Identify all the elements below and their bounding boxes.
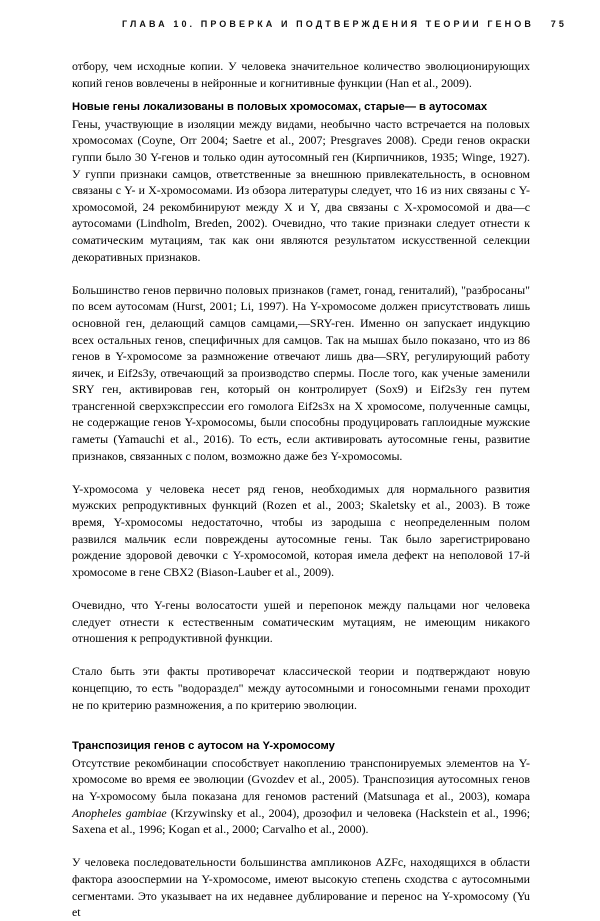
paragraph-conclusion: Стало быть эти факты противоречат классической теории и подтверждают новую концепцию, то есть "водораздел" между аутосомными и гоносомными генами проходит не по критерию размножения, а по критерию эволюции. xyxy=(72,664,530,712)
paragraph-human-y-chromosome: Y-хромосома у человека несет ряд генов, необходимых для нормального развития мужских репродуктивных функций (Rozen et al., 2003; Skaletsky et al., 2003). В тоже время, Y-хромосомы недостаточно, чтобы из зародыша с неопределенным полом развился мальчик если повреждены аутосомные гены. Так было зарегистрировано рождение здоровой девочки с Y-хромосомой, которая имела дефект на неполовой 17-й хромосоме в гене CBX2 (Biason-Lauber et al., 2009). xyxy=(72,481,530,579)
section-heading-sex-chromosomes: Новые гены локализованы в половых хромосомах, старые— в аутосомах xyxy=(72,101,488,114)
transposition-text-start: Отсутствие рекомбинации способствует накоплению транспонируемых элементов на Y-хромосоме во время ее эволюции (Gvozdev et al., 2005). Транспозиция аутосомных генов на Y-хромосому была показана для геномов растений (Matsunaga et al., 2003), комара xyxy=(72,755,530,803)
paragraph-azfc-amplicons: У человека последовательности большинства ампликонов AZFc, находящихся в области фактора азооспермии на Y-хромосоме, имеют высокую степень сходства с аутосомными сегментами. Это указывает на их недавнее дублирование и перенос на Y-хромосому (Yu et xyxy=(72,855,530,920)
paragraph-transposition xyxy=(72,755,530,838)
transposition-text-end: (Krzywinsky et al., 2004), дрозофил и человека (Hackstein et al., 1996; Saxena et al., 1996; Kogan et al., 2000; Carvalho et al., 2000). xyxy=(72,805,531,837)
page-number: 75 xyxy=(550,19,567,29)
paragraph-continued: отбору, чем исходные копии. У человека значительное количество эволюционирующих копий генов вовлечены в нейронные и когнитивные функции (Han et al., 2009). xyxy=(72,59,530,90)
paragraph-primary-sex-genes: Большинство генов первично половых признаков (гамет, гонад, гениталий), "разбросаны" по всем аутосомам (Hurst, 2001; Li, 1997). На Y-хромосоме должен присутствовать лишь основной ген, делающий самцов самцами,—SRY-ген. Именно он запускает индукцию всех остальных генов, специфичных для самцов. Так на мышах было показано, что из 86 генов в Y-хромосоме за размножение отвечают лишь два—SRY, регулирующий работу яичек, и Eif2s3y, отвечающий за производство спермы. После того, как ученые заменили SRY ген, активировав ген, который он контролирует (Sox9) и Eif2s3y ген путем трансгенной сверхэкспрессии его гомолога Eif2s3x на X хромосоме, полученные самцы, не содержащие генов Y-хромосомы, были способны продуцировать гаплоидные мужские гаметы (Yamauchi et al., 2016). То есть, если активировать аутосомные гены, развитие признаков, связанных с полом, возможно даже без Y-хромосомы. xyxy=(72,282,530,463)
species-name: Anopheles gambiae xyxy=(72,805,167,820)
paragraph-somatic-mutations: Очевидно, что Y-гены волосатости ушей и перепонок между пальцами ног человека следует отнести к естественным соматическим мутациям, не имеющим никакого отношения к репродуктивной функции. xyxy=(72,598,530,646)
running-header xyxy=(122,19,567,29)
chapter-title: ГЛАВА 10. ПРОВЕРКА И ПОДТВЕРЖДЕНИЯ ТЕОРИИ ГЕНОВ xyxy=(122,19,534,29)
section-heading-transposition: Транспозиция генов с аутосом на Y-хромосому xyxy=(72,740,335,753)
paragraph-guppy-genes: Гены, участвующие в изоляции между видами, необычно часто встречается на половых хромосомах (Coyne, Orr 2004; Saetre et al., 2007; Presgraves 2008). Среди генов окраски гуппи было 30 Y-генов и только один аутосомный ген (Кирпичников, 1935; Winge, 1927). У гуппи признаки самцов, ответственные за внешнюю привлекательность, в основном связаны с Y- и X-хромосомами. Из обзора литературы следует, что 16 из них связаны с Y-хромосомой, 24 рекомбинируют между X и Y, два связаны с X-хромосомой и два—с аутосомами (Lindholm, Breden, 2002). Очевидно, что такие признаки следует отнести к соматическим мутациям, так как они являются результатом искусственной селекции декоративных признаков. xyxy=(72,116,530,264)
body-text xyxy=(72,58,530,921)
